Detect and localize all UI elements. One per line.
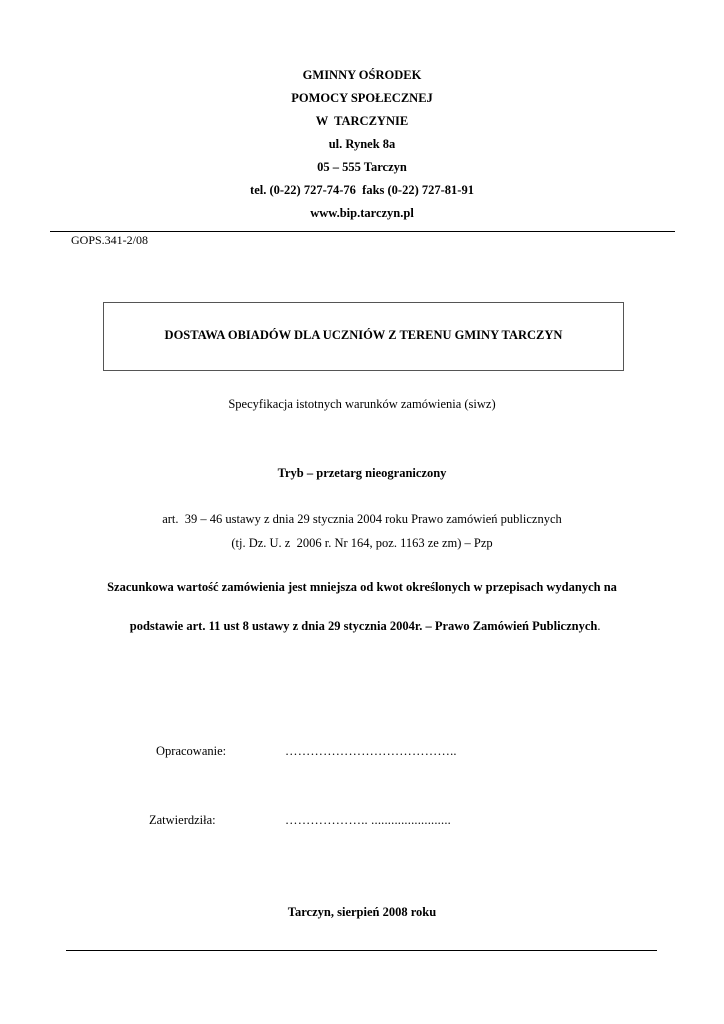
header-divider [50,231,675,232]
footer-divider [66,950,657,951]
institution-name-line1: GMINNY OŚRODEK [302,68,422,82]
prepared-by-label: Opracowanie: [156,744,227,758]
procedure-mode: Tryb – przetarg nieograniczony [277,466,447,480]
estimate-note-line2: podstawie art. 11 ust 8 ustawy z dnia 29 stycznia 2004r. – Prawo Zamówień Publicznych [129,619,598,633]
estimate-note-line1: Szacunkowa wartość zamówienia jest mniejsza od kwot określonych w przepisach wydanych na [107,580,617,594]
institution-website: www.bip.tarczyn.pl [310,206,414,220]
institution-address-street: ul. Rynek 8a [328,137,396,151]
place-and-date: Tarczyn, sierpień 2008 roku [287,905,437,919]
approved-by-signature-line: ……………….. ........................ [285,813,451,827]
reference-number: GOPS.341-2/08 [71,233,149,247]
institution-name-line3: W TARCZYNIE [315,114,409,128]
document-title: DOSTAWA OBIADÓW DLA UCZNIÓW Z TERENU GMINY TARCZYN [164,328,563,342]
legal-basis-line2: (tj. Dz. U. z 2006 r. Nr 164, poz. 1163 ze zm) – Pzp [231,536,493,550]
estimate-note-line2-end: . [597,619,601,633]
prepared-by-signature-line: ………………………………….. [285,744,457,758]
institution-phone-fax: tel. (0-22) 727-74-76 faks (0-22) 727-81-91 [250,183,474,197]
title-box [103,302,624,371]
institution-name-line2: POMOCY SPOŁECZNEJ [291,91,433,105]
legal-basis-line1: art. 39 – 46 ustawy z dnia 29 stycznia 2004 roku Prawo zamówień publicznych [162,512,562,526]
estimate-note-line2-wrap [0,604,724,634]
approved-by-label: Zatwierdziła: [149,813,216,827]
letterhead [0,64,724,225]
institution-address-city: 05 – 555 Tarczyn [317,160,407,174]
document-subtitle: Specyfikacja istotnych warunków zamówienia (siwz) [228,397,496,411]
